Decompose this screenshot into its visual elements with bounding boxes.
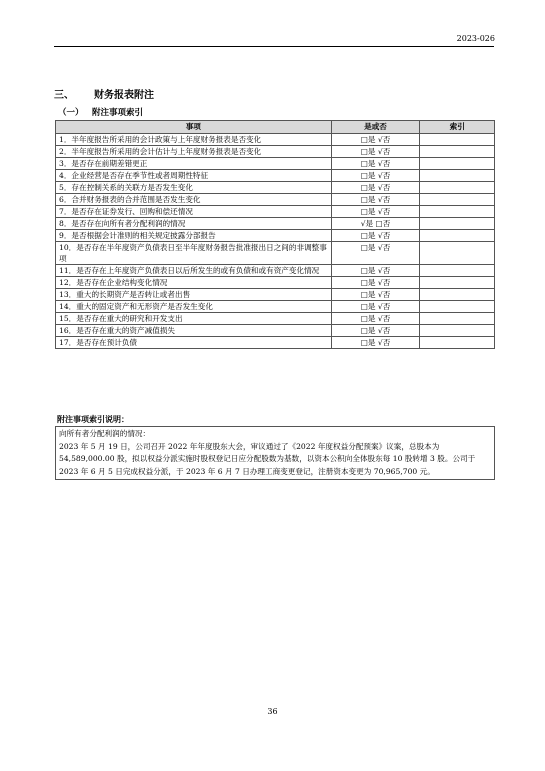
- row-answer: √是 □否: [331, 218, 420, 230]
- row-index: [420, 134, 495, 146]
- row-answer: □是 √否: [331, 265, 420, 277]
- row-answer: □是 √否: [331, 158, 420, 170]
- row-answer: □是 √否: [331, 134, 420, 146]
- header-divider: [54, 46, 494, 47]
- header-answer: 是或否: [331, 121, 420, 134]
- table-row: [56, 182, 495, 194]
- page-number: 36: [267, 707, 278, 716]
- table-row: [56, 289, 495, 301]
- subsection-title: [58, 106, 143, 118]
- table-header-row: [56, 121, 495, 134]
- table-row: [56, 170, 495, 182]
- row-index: [420, 289, 495, 301]
- row-index: [420, 206, 495, 218]
- row-item: 8．是否存在向所有者分配利润的情况: [56, 218, 332, 230]
- section-number: 三、: [54, 90, 74, 101]
- subsection-title-text: 附注事项索引: [92, 108, 144, 118]
- table-row: [56, 206, 495, 218]
- row-item: 13．重大的长期资产是否转让或者出售: [56, 289, 332, 301]
- row-item: 11．是否存在上年度资产负债表日以后所发生的或有负债和或有资产变化情况: [56, 265, 332, 277]
- table-row: [56, 134, 495, 146]
- row-answer: □是 √否: [331, 242, 420, 265]
- notes-row: [56, 427, 495, 480]
- table-row: [56, 265, 495, 277]
- notes-cell: [56, 427, 495, 480]
- row-index: [420, 277, 495, 289]
- row-answer: □是 √否: [331, 337, 420, 349]
- row-item: 6．合并财务报表的合并范围是否发生变化: [56, 194, 332, 206]
- row-index: [420, 230, 495, 242]
- table-row: [56, 337, 495, 349]
- row-index: [420, 182, 495, 194]
- subsection-number: （一）: [58, 108, 84, 118]
- table-row: [56, 242, 495, 265]
- row-index: [420, 337, 495, 349]
- row-item: 10．是否存在半年度资产负债表日至半年度财务报告批准报出日之间的非调整事项: [56, 242, 332, 265]
- row-answer: □是 √否: [331, 301, 420, 313]
- notes-index-table: [55, 120, 495, 349]
- table-row: [56, 218, 495, 230]
- row-answer: □是 √否: [331, 313, 420, 325]
- table-row: [56, 277, 495, 289]
- table-row: [56, 313, 495, 325]
- row-answer: □是 √否: [331, 325, 420, 337]
- row-answer: □是 √否: [331, 182, 420, 194]
- row-index: [420, 146, 495, 158]
- row-answer: □是 √否: [331, 146, 420, 158]
- row-index: [420, 242, 495, 265]
- notes-heading: 向所有者分配利润的情况：: [59, 429, 151, 438]
- row-item: 12．是否存在企业结构变化情况: [56, 277, 332, 289]
- row-index: [420, 325, 495, 337]
- table-row: [56, 158, 495, 170]
- row-index: [420, 265, 495, 277]
- row-index: [420, 218, 495, 230]
- row-index: [420, 170, 495, 182]
- row-answer: □是 √否: [331, 170, 420, 182]
- row-item: 14．重大的固定资产和无形资产是否发生变化: [56, 301, 332, 313]
- row-item: 1．半年度报告所采用的会计政策与上年度财务报表是否变化: [56, 134, 332, 146]
- row-item: 9．是否根据会计准则的相关规定披露分部报告: [56, 230, 332, 242]
- row-answer: □是 √否: [331, 289, 420, 301]
- header-item: 事项: [56, 121, 332, 134]
- notes-body: 2023 年 5 月 19 日，公司召开 2022 年年度股东大会，审议通过了《2022 年度权益分配预案》议案，总股本为 54,589,000.00 股，拟以权益分派实施时股权登记日应分配股数为基数，以资本公积向全体股东每 10 股转增 3 股。公司于 2023 年 6 月 5 日完成权益分派，于 2023 年 6 月 7 日办理工商变更登记，注册资本变更为 70,965,700 元。: [59, 441, 476, 476]
- row-item: 17．是否存在预计负债: [56, 337, 332, 349]
- row-index: [420, 194, 495, 206]
- table-row: [56, 230, 495, 242]
- section-title-text: 财务报表附注: [94, 90, 154, 101]
- row-index: [420, 301, 495, 313]
- row-item: 16．是否存在重大的资产减值损失: [56, 325, 332, 337]
- row-answer: □是 √否: [331, 230, 420, 242]
- row-item: 15．是否存在重大的研究和开发支出: [56, 313, 332, 325]
- table-row: [56, 146, 495, 158]
- header-index: 索引: [420, 121, 495, 134]
- row-item: 2．半年度报告所采用的会计估计与上年度财务报表是否变化: [56, 146, 332, 158]
- section-title: [54, 86, 154, 101]
- row-item: 7．是否存在证券发行、回购和偿还情况: [56, 206, 332, 218]
- row-item: 4．企业经营是否存在季节性或者周期性特征: [56, 170, 332, 182]
- table-row: [56, 301, 495, 313]
- row-index: [420, 313, 495, 325]
- table-row: [56, 194, 495, 206]
- row-answer: □是 √否: [331, 206, 420, 218]
- row-item: 3．是否存在前期差错更正: [56, 158, 332, 170]
- row-index: [420, 158, 495, 170]
- row-answer: □是 √否: [331, 194, 420, 206]
- notes-explanation-box: [55, 426, 495, 480]
- notes-explanation-title: 附注事项索引说明：: [57, 414, 129, 424]
- document-number: 2023-026: [456, 34, 495, 43]
- table-row: [56, 325, 495, 337]
- row-answer: □是 √否: [331, 277, 420, 289]
- row-item: 5．存在控制关系的关联方是否发生变化: [56, 182, 332, 194]
